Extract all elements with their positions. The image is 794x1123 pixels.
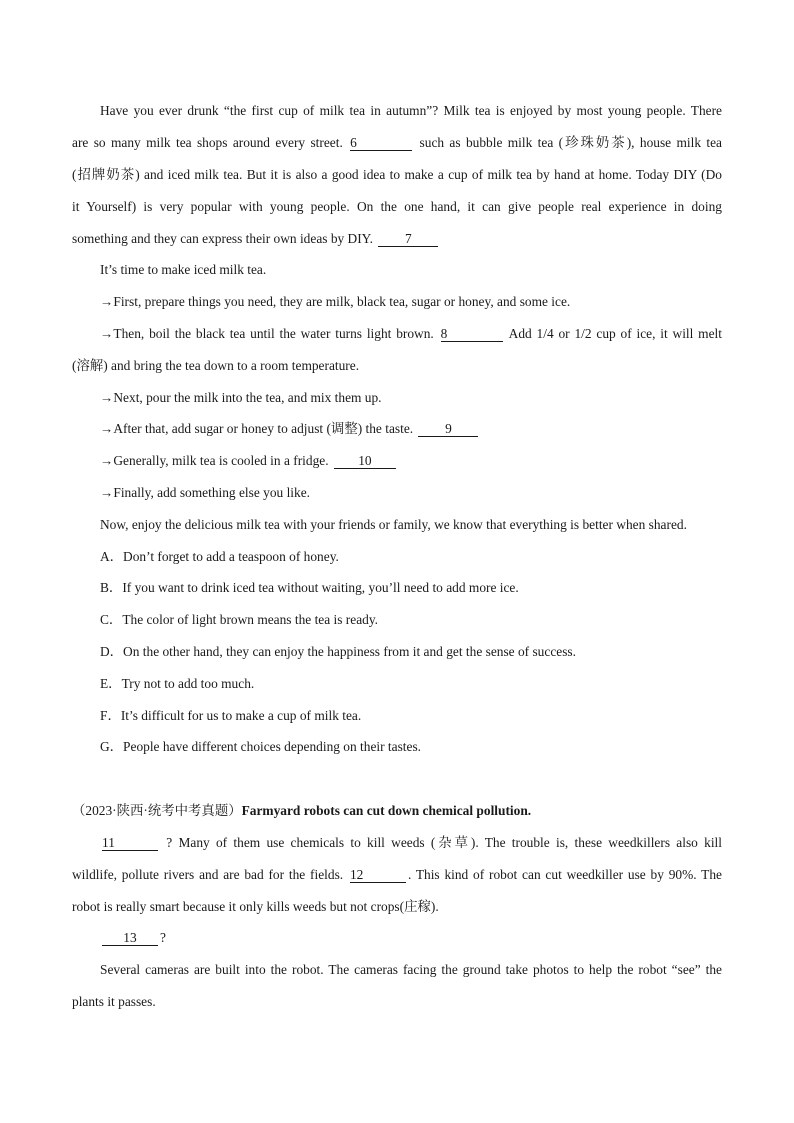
- p3-line: →First, prepare things you need, they are milk, black tea, sugar or honey, and some ice.: [100, 294, 571, 309]
- p2-1-line2-b: . This kind of robot can cut weedkiller use by 90%. The: [407, 867, 722, 882]
- p1-line2: [72, 135, 722, 151]
- p7-line: [100, 453, 722, 469]
- p1-line2-b: such as bubble milk tea (珍珠奶茶), house milk tea: [419, 135, 722, 150]
- option-c[interactable]: C．The color of light brown means the tea is ready.: [100, 612, 379, 627]
- p4-line1-a: →Then, boil the black tea until the water turns light brown.: [100, 326, 434, 341]
- p4-line1-b: Add 1/4 or 1/2 cup of ice, it will melt: [508, 326, 722, 341]
- p2-1-line2: [72, 867, 722, 883]
- blank-12[interactable]: 12: [350, 868, 406, 883]
- option-f[interactable]: F．It’s difficult for us to make a cup of milk tea.: [100, 708, 362, 723]
- p9-line: Now, enjoy the delicious milk tea with your friends or family, we know that everything is better when shared.: [100, 517, 687, 532]
- p2-3-line1: Several cameras are built into the robot. The cameras facing the ground take photos to help the robot “see” the: [100, 962, 722, 977]
- blank-8[interactable]: 8: [441, 327, 503, 342]
- p1-line4: it Yourself) is very popular with young people. On the one hand, it can give people real experience in doing: [72, 199, 722, 214]
- blank-10[interactable]: 10: [334, 454, 396, 469]
- p2-line: It’s time to make iced milk tea.: [100, 262, 267, 277]
- blank-11[interactable]: 11: [102, 836, 158, 851]
- blank-6[interactable]: 6: [350, 136, 412, 151]
- option-a[interactable]: A．Don’t forget to add a teaspoon of honey.: [100, 549, 339, 564]
- p2-1-line2-a: wildlife, pollute rivers and are bad for the fields.: [72, 867, 344, 882]
- p6-text: →After that, add sugar or honey to adjust (调整) the taste.: [100, 421, 414, 436]
- p2-2-after: ?: [160, 930, 166, 945]
- p1-line5-a: something and they can express their own ideas by DIY.: [72, 231, 373, 246]
- p7-text: →Generally, milk tea is cooled in a fridge.: [100, 453, 329, 468]
- passage2-source: （2023·陕西·统考中考真题）: [72, 803, 242, 818]
- p6-line: [100, 421, 722, 437]
- option-b[interactable]: B．If you want to drink iced tea without waiting, you’ll need to add more ice.: [100, 580, 519, 595]
- p2-2-line: [100, 930, 722, 946]
- option-e[interactable]: E．Try not to add too much.: [100, 676, 255, 691]
- passage2-heading: [72, 803, 722, 819]
- p2-1-line3: robot is really smart because it only kills weeds but not crops(庄稼).: [72, 899, 439, 914]
- p1-line1: Have you ever drunk “the first cup of milk tea in autumn”? Milk tea is enjoyed by most young people. There: [100, 103, 722, 118]
- p8-line: →Finally, add something else you like.: [100, 485, 311, 500]
- p1-line2-a: are so many milk tea shops around every street.: [72, 135, 343, 150]
- p4-line1: [100, 326, 722, 342]
- blank-7[interactable]: 7: [378, 232, 438, 247]
- p5-line: →Next, pour the milk into the tea, and mix them up.: [100, 390, 382, 405]
- option-g[interactable]: G．People have different choices depending on their tastes.: [100, 739, 422, 754]
- p2-1-line1-a: ? Many of them use chemicals to kill weeds (杂草). The trouble is, these weedkillers also kill: [166, 835, 722, 850]
- p2-1-line1: [100, 835, 722, 851]
- p2-3-line2: plants it passes.: [72, 994, 156, 1009]
- p4-line2: (溶解) and bring the tea down to a room temperature.: [72, 358, 360, 373]
- blank-13[interactable]: 13: [102, 931, 158, 946]
- blank-9[interactable]: 9: [418, 422, 478, 437]
- p1-line5: [72, 231, 722, 247]
- passage2-title: Farmyard robots can cut down chemical pollution.: [241, 803, 532, 818]
- p1-line3: (招牌奶茶) and iced milk tea. But it is also a good idea to make a cup of milk tea by hand at home. Today DIY (Do: [72, 167, 722, 182]
- option-d[interactable]: D．On the other hand, they can enjoy the happiness from it and get the sense of success.: [100, 644, 576, 659]
